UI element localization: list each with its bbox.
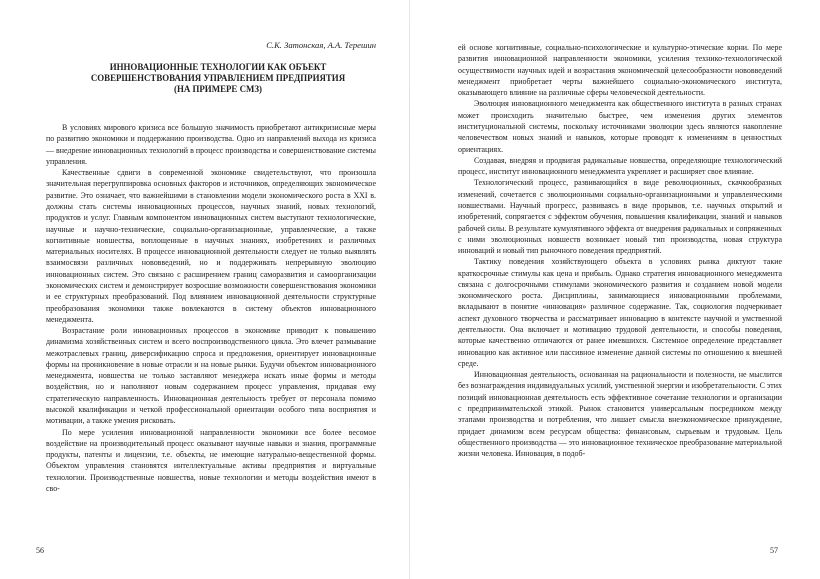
- article-authors: С.К. Затонская, А.А. Терешин: [266, 40, 376, 50]
- right-page-body: [458, 42, 782, 459]
- paragraph: Качественные сдвиги в современной экономике свидетельствуют, что произошла значительная перегруппировка основных факторов и источников, определяющих экономическое развитие. Это означает, что важнейшими в становлении модели экономического роста в XXI в. должны стать системы инновационных процессов, научных знаний, новых технологий, продуктов и услуг. Главным компонентом инновационных систем выступают технологические, научные и научно-технические, социально-организационные, управленческие, а также когнитивные новшества, воплощенные в научных знаниях, изобретениях и различных материальных носителях. В процессе инновационной деятельности следует не только выявлять взаимосвязи различных нововведений, но и поддерживать непрерывную эволюцию инновационных систем. Это связано с расширением границ саморазвития и самоорганизации экономических систем и демонстрирует возросшие возможности совершенствования экономики и ее структурных преобразований. Под влиянием инновационной деятельности структурные преобразования экономики также вовлекаются в систему объектов инновационного менеджмента.: [46, 168, 376, 324]
- paragraph: Инновационная деятельность, основанная на рациональности и полезности, не мыслится без вознаграждения индивидуальных усилий, умственной энергии и изобретательности. С этих позиций инновационная деятельность есть эффективное сочетание технологии и организации с предпринимательской этикой. Рынок становится универсальным посредником между этапами производства и потребления, что лишает смысла внеэкономическое принуждение, придает динамизм всем ресурсам общества: финансовым, сырьевым и трудовым. Цель общественного производства — это инновационное техническое преобразование материальной жизни человека. Инновация, в подоб-: [458, 370, 782, 459]
- paragraph-continued: ей основе когнитивные, социально-психологические и культурно-этические корни. По мере развития инновационной направленности экономики, усиления технико-технологической осуществимости научных идей и возрастания экономической целесообразности нововведений менеджмент приобретает черты важнейшего социально-экономического института, оказывающего влияние на различные сферы человеческой деятельности.: [458, 43, 782, 98]
- paragraph: Эволюция инновационного менеджмента как общественного института в разных странах может происходить значительно быстрее, чем изменения других элементов институциональной системы, поскольку источниками эволюции здесь являются накопление человечеством новых знаний и навыков, которые проводят к изменениям в ценностных ориентациях.: [458, 99, 782, 154]
- article-title: ИННОВАЦИОННЫЕ ТЕХНОЛОГИИ КАК ОБЪЕКТ СОВЕРШЕНСТВОВАНИЯ УПРАВЛЕНИЕМ ПРЕДПРИЯТИЯ (НА ПРИМЕРЕ СМЗ): [90, 62, 346, 94]
- paragraph: Создавая, внедряя и продвигая радикальные новшества, определяющие технологический процесс, институт инновационного менеджмента укрепляет и расширяет свое влияние.: [458, 155, 782, 177]
- paragraph: Технологический процесс, развивающийся в виде революционных, скачкообразных изменений, сочетается с эволюционными социально-организационными и управленческими новшествами. Научный прогресс, развиваясь в виде прорывов, т.е. научных открытий и изобретений, сопрягается с эффектом обучения, повышения квалификации, знаний и навыков рабочей силы. В результате кумулятивного эффекта от внедрения радикальных и сопряженных с ними эволюционных новшеств возникает новый тип производства, новая структура инноваций и новый тип рыночного поведения предприятий.: [458, 178, 782, 256]
- paragraph: Возрастание роли инновационных процессов в экономике приводит к повышению динамизма хозяйственных систем и всего воспроизводственного цикла. Это влечет размывание межотраслевых границ, диверсификацию спроса и предложения, ориентирует инновационные формы на проникновение в новые отрасли и на новые рынки. Будучи объектом инновационного менеджмента, новшества не только заставляют менеджера искать иные формы и методы воздействия, но и наполняют новым содержанием процесс управления, придавая ему стратегическую направленность. Инновационная деятельность требует от персонала помимо высокой квалификации и четкой профессиональной ориентации особого типа восприятия и мотивации, а также умения рисковать.: [46, 326, 376, 426]
- paragraph: Тактику поведения хозяйствующего объекта в условиях рынка диктуют такие краткосрочные стимулы как цена и прибыль. Однако стратегия инновационного менеджмента связана с долгосрочными стимулами экономического развития и созданием новой модели экономического роста. Дисциплины, занимающиеся инновационными проблемами, вкладывают в понятие «инновация» различное содержание. Так, социология подчеркивает аспект духовного творчества и рассматривает инновацию в контексте научной и умственной деятельности. Она включает и мотивацию трудовой деятельности, и способы поведения, которые качественно отличаются от ранее имевшихся. Системное определение представляет инновацию как активное или пассивное изменение данной системы по отношению к внешней среде.: [458, 257, 782, 368]
- paragraph: В условиях мирового кризиса все большую значимость приобретают антикризисные меры по развитию экономики и поддержанию производства. Одно из направлений выхода из кризиса — внедрение инновационных технологий в процесс производства и совершенствование системы управления.: [46, 123, 376, 166]
- page-number-right: 57: [770, 546, 778, 555]
- right-page: [410, 0, 820, 579]
- page-number-left: 56: [36, 546, 44, 555]
- left-page-body: [46, 122, 376, 494]
- paragraph: По мере усиления инновационной направленности экономики все более весомое воздействие на производительный процесс оказывают научные навыки и знания, программные продукты, патенты и лицензии, т.е. объекты, не имеющие натурально-вещественной формы. Объектом управления становятся интеллектуальные активы предприятия и виртуальные технологии. Производственные новшества, новые технологии и методы воздействия имеют в сво-: [46, 427, 376, 493]
